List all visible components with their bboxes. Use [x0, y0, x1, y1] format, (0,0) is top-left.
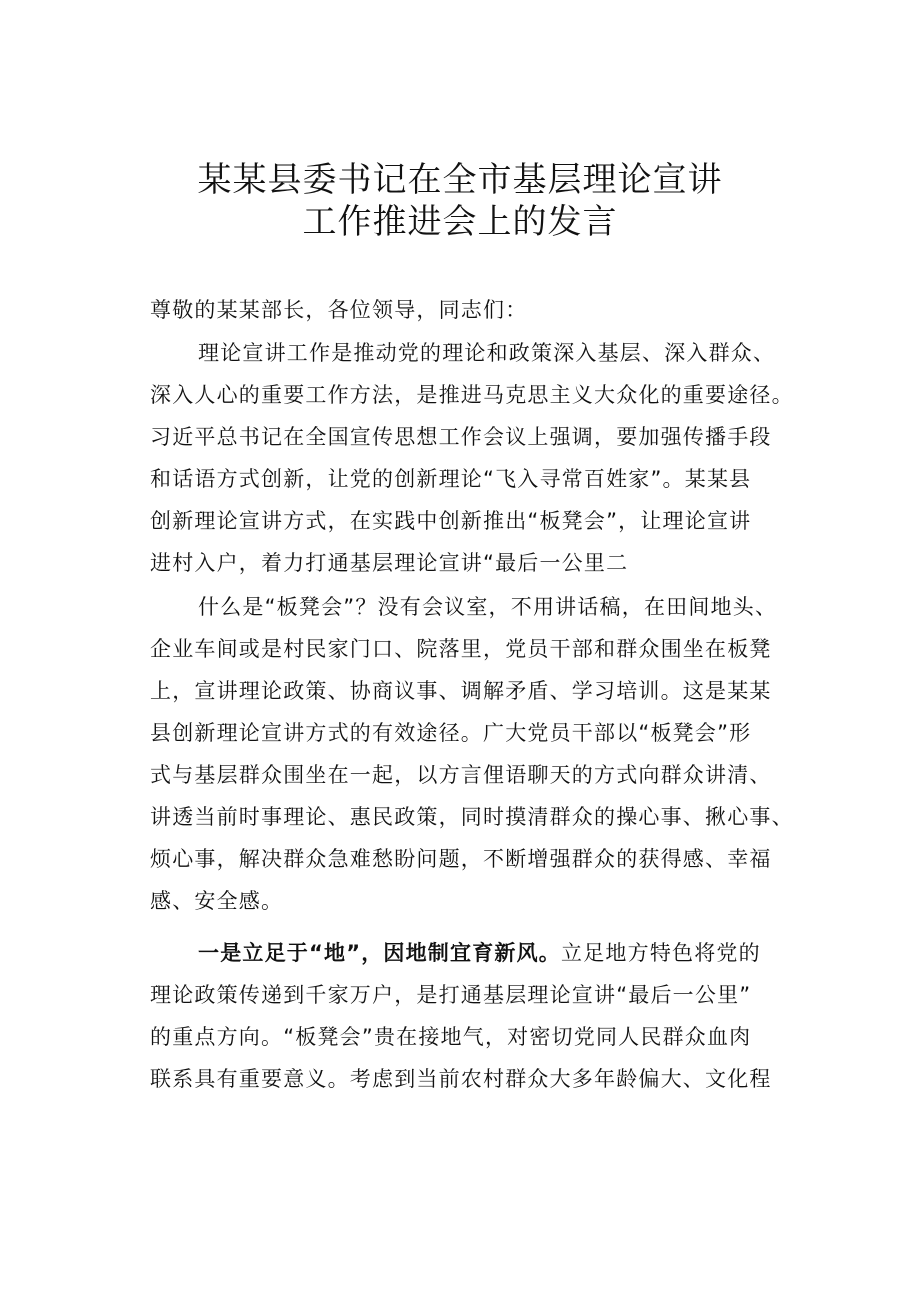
paragraph-3-first-line-rest: 立足地方特色将党的: [561, 941, 761, 965]
paragraph-2-line: 上，宣讲理论政策、协商议事、调解矛盾、学习培训。这是某某: [150, 679, 772, 703]
paragraph-1-line: 习近平总书记在全国宣传思想工作会议上强调，要加强传播手段: [150, 425, 772, 449]
document-title-line-2: 工作推进会上的发言: [302, 202, 618, 242]
paragraph-2-line: 企业车间或是村民家门口、院落里，党员干部和群众围坐在板凳: [150, 637, 772, 661]
paragraph-2-line: 式与基层群众围坐在一起，以方言俚语聊天的方式向群众讲清、: [150, 763, 772, 787]
paragraph-3-line: 的重点方向。“板凳会”贵在接地气，对密切党同人民群众血肉: [150, 1025, 752, 1049]
paragraph-2-line: 讲透当前时事理论、惠民政策，同时摸清群众的操心事、揪心事、: [150, 805, 794, 829]
paragraph-1-line: 深入人心的重要工作方法，是推进马克思主义大众化的重要途径。: [150, 383, 794, 407]
paragraph-3-line: 联系具有重要意义。考虑到当前农村群众大多年龄偏大、文化程: [150, 1067, 772, 1091]
paragraph-3-line: 理论政策传递到千家万户，是打通基层理论宣讲“最后一公里”: [150, 983, 752, 1007]
paragraph-1-line: 创新理论宣讲方式，在实践中创新推出“板凳会”，让理论宣讲: [150, 509, 752, 533]
paragraph-2-line: 感、安全感。: [150, 889, 284, 913]
paragraph-2-line: 什么是“板凳会”？没有会议室，不用讲话稿，在田间地头、: [198, 595, 778, 619]
paragraph-1-line: 和话语方式创新，让党的创新理论“飞入寻常百姓家”。某某县: [150, 467, 752, 491]
paragraph-3-bold-lead: 一是立足于“地”，因地制宜育新风。: [198, 941, 562, 965]
paragraph-3-first-line: [198, 933, 761, 973]
salutation: 尊敬的某某部长，各位领导，同志们：: [150, 298, 528, 322]
document-title-line-1: 某某县委书记在全市基层理论宣讲: [197, 160, 723, 200]
paragraph-1-line: 进村入户，着力打通基层理论宣讲“最后一公里二: [150, 551, 629, 575]
paragraph-1-line: 理论宣讲工作是推动党的理论和政策深入基层、深入群众、: [198, 341, 776, 365]
paragraph-2-line: 烦心事，解决群众急难愁盼问题，不断增强群众的获得感、幸福: [150, 847, 772, 871]
paragraph-2-line: 县创新理论宣讲方式的有效途径。广大党员干部以“板凳会”形: [150, 721, 752, 745]
